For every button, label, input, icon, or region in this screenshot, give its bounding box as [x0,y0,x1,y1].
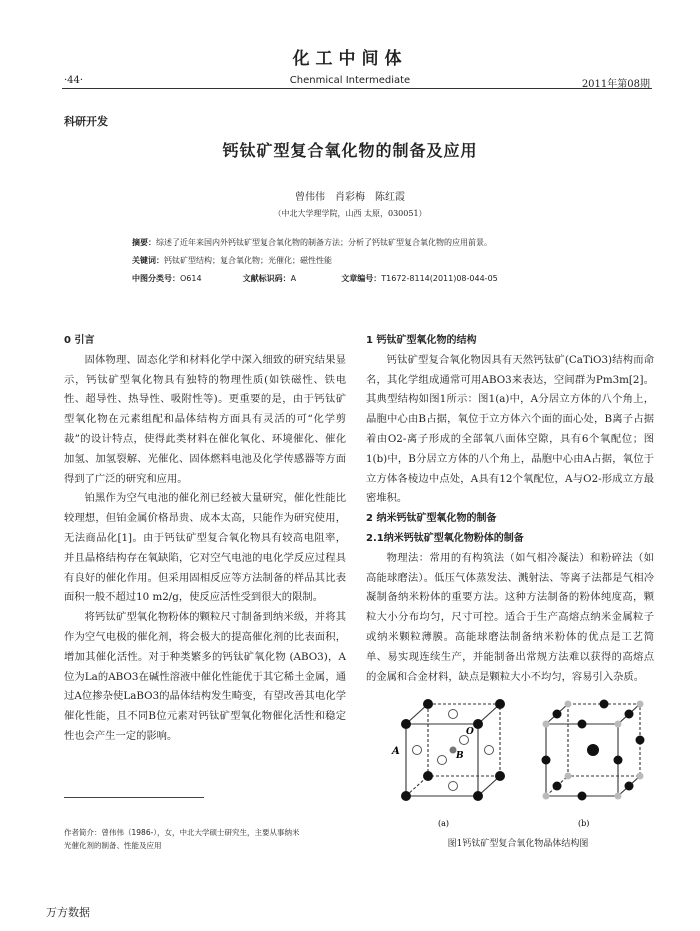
issue-label: 2011年第08期 [581,79,650,90]
powder-preparation-heading: 2.1纳米钙钛矿型氧化物粉体的制备 [366,532,524,544]
classification-row [132,273,632,284]
atom-label-o: O [466,727,474,737]
article-title: 钙钛矿型复合氧化物的制备及应用 [222,141,478,160]
physical-method-paragraph: 物理法：常用的有构筑法（如气相冷凝法）和粉碎法（如高能球磨法）。低压气体蒸发法、溅射法、等离子法都是气相冷凝制备纳米粉体的重要方法。这种方法制备的粉体纯度高，颗粒大小分布均匀，尺寸可控。适合于生产高熔点纳米金属粒子或纳米颗粒薄膜。高能球磨法制备纳米粉体的优点是工艺简单、易实现连续生产，并能制备出常规方法难以获得的高熔点的金属和合金材料，缺点是颗粒大小不均匀，容易引入杂质。 [366,551,654,683]
abstract-label: 摘要： [132,238,156,247]
journal-masthead: 化工中间体 [292,49,408,69]
figure-label-a: (a) [438,819,450,828]
abstract [132,237,632,248]
doc-code-label: 文献标识码： [242,274,291,283]
clc-label: 中图分类号： [132,274,180,283]
intro-paragraph-1: 固体物理、固态化学和材料化学中深入细致的研究结果显示，钙钛矿型氧化物具有独特的物理性质(如铁磁性、铁电性、超导性、热导性、吸附性等)。更重要的是，由于钙钛矿型氧化物在元素组配和晶体结构方面具有灵活的可“化学剪裁”的设计特点，使得此类材料在催化氧化、环境催化、催化加氢、加氢裂解、光催化、固体燃料电池及化学传感器等方面得到了广泛的研究和应用。 [64,353,346,485]
article-no-label: 文章编号： [341,274,382,283]
keywords-label: 关键词： [132,256,164,265]
article-authors: 曾伟伟 肖彩梅 陈红霞 [295,192,405,203]
abstract-text: 综述了近年来国内外钙钛矿型复合氧化物的制备方法；分析了钙钛矿型复合氧化物的应用前景。 [156,238,492,247]
preparation-heading: 2 纳米钙钛矿型氧化物的制备 [366,513,497,525]
article-no-value: T1672-8114(2011)08-044-05 [381,274,498,283]
atom-label-a: A [392,746,400,757]
crystal-structure-figure [370,690,666,830]
article-affiliation: （中北大学理学院，山西 太原，030051） [273,209,427,218]
left-column [64,331,346,747]
page-number: ·44· [64,75,84,86]
watermark: 万方数据 [46,906,90,919]
atom-label-b: B [456,751,464,761]
structure-paragraph: 钙钛矿型复合氧化物因具有天然钙钛矿(CaTiO3)结构而命名，其化学组成通常可用ABO3来表达，空间群为Pm3m[2]。其典型结构如图1所示：图1(a)中，A分居立方体的八个角上，晶胞中心由B占据，氧位于立方体六个面的面心处，B离子占据着由O2-离子形成的全部氧八面体空隙，具有6个氧配位；图1(b)中，B分居立方体的八个角上，晶胞中心由A占据，氧位于立方体各棱边中点处，A具有12个氧配位，A与O2-形成立方最密堆积。 [366,353,654,505]
footnote-rule [64,797,204,798]
section-label: 科研开发 [64,115,108,128]
right-column [366,331,654,687]
figure-label-b: (b) [578,819,590,828]
intro-paragraph-3: 将钙钛矿型氧化物粉体的颗粒尺寸制备到纳米级，并将其作为空气电极的催化剂，将会极大的提高催化剂的比表面积，增加其催化活性。对于种类繁多的钙钛矿氧化物 (ABO3)，A位为La的ABO3在碱性溶液中催化性能优于其它稀土金属，通过A位掺杂使LaBO3的晶体结构发生畸变，有望改善其电化学催化性能，且不同B位元素对钙钛矿型氧化物催化活性和稳定性也会产生一定的影响。 [64,611,346,742]
structure-heading: 1 钙钛矿型氧化物的结构 [366,335,477,346]
author-footnote [64,826,364,852]
doc-code-value: A [290,274,297,283]
journal-english-name: Chenmical Intermediate [289,75,411,86]
footnote-line-2: 光催化剂的制备、性能及应用 [64,841,162,850]
intro-paragraph-2: 铂黑作为空气电池的催化剂已经被大量研究，催化性能比较理想，但铂金属价格昂贵、成本太高，只能作为研究使用，无法商品化[1]。由于钙钛矿型复合氧化物具有较高电阻率，并且晶格结构存在氧缺陷，它对空气电池的电化学反应过程具有良好的催化作用。但采用固相反应等方法制备的样品其比表面积一般不超过10 m2/g，使反应活性受到很大的限制。 [64,492,346,604]
figure-caption: 图1钙钛矿型复合氧化物晶体结构图 [447,839,589,849]
footnote-line-1: 作者简介：曾伟伟（1986-），女，中北大学硕士研究生，主要从事纳米 [64,828,300,837]
header-rule [62,88,652,89]
keywords [132,255,632,266]
cube-b-center-atom [587,744,599,756]
intro-heading: 0 引言 [64,335,95,346]
clc-value: O614 [180,274,202,283]
keywords-text: 钙钛矿型结构；复合氧化物；光催化；磁性性能 [164,256,332,265]
